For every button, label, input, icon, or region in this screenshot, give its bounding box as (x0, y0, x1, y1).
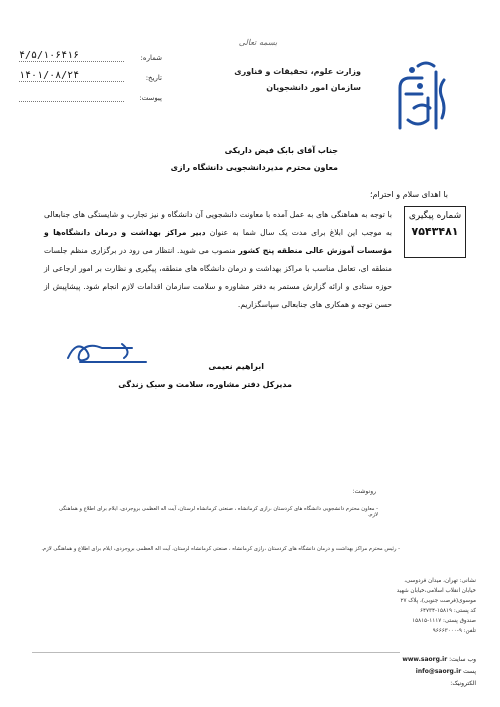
date-row (12, 62, 162, 82)
website-link[interactable]: www.saorg.ir (402, 656, 448, 663)
body-text-part2: منصوب می شوید. انتظار می رود در برگزاری منظم جلسات منطقه ای، تعامل مناسب با مراکز بهداشت و درمان دانشگاه های منطقه، پیگیری و نظارت بر امور ارجاعی از حوزه ستادی و ارائه گزارش مستمر به دفتر مشاوره و سلامت سازمان اقدامات لازم انجام شود. پیشاپیش از حسن توجه و همکاری های جنابعالی سپاسگزاریم. (44, 246, 392, 309)
address-line: صندوق پستی: ۱۱۱۷-۱۵۸۱۵ (412, 618, 476, 624)
organization-logo (392, 58, 450, 136)
footer-contact (396, 654, 476, 690)
attachment-value (19, 101, 124, 102)
email-row (396, 666, 476, 690)
cc-line-1: - معاون محترم دانشجویی دانشگاه های کردستان ،رازی کرمانشاه ، صنعتی کرمانشاه لرستان، آیت اله العظمی بروجردی، ایلام برای اطلاع و هماهنگی لازم. (58, 506, 378, 518)
website-row (396, 654, 476, 666)
email-label: پست الکترونیک: (450, 668, 476, 687)
signatory-name: ابراهیم نعیمی (208, 362, 264, 371)
address-line: موسوی(فرصت جنوبی)، پلاک ۲۷ (400, 598, 476, 604)
number-row (12, 42, 162, 62)
cc-title: رونوشت: (352, 488, 376, 495)
footer-address (396, 576, 476, 636)
address-line: تلفن: ۹-۹۶۶۶۳۰۰۰ (432, 628, 476, 634)
recipient-name: جناب آقای بابک فیض داریکی (224, 146, 338, 155)
letter-number: ۴/۵/۱۰۶۴۱۶ (19, 50, 124, 62)
address-line: کد پستی: ۱۵۸۱۹-۶۴۷۳۴ (419, 608, 476, 614)
website-label: وب سایت: (449, 656, 476, 663)
organization-name: سازمان امور دانشجویان (266, 83, 361, 92)
address-line: خیابان انقلاب اسلامی،خیابان شهید (396, 588, 476, 594)
greeting: با اهدای سلام و احترام؛ (370, 190, 448, 199)
letter-meta (12, 42, 162, 102)
address-line: نشانی: تهران، میدان فردوسی، (404, 578, 476, 584)
recipient-title: معاون محترم مدیردانشجویی دانشگاه رازی (170, 163, 338, 172)
date-label: تاریخ: (145, 74, 162, 82)
letter-date: ۱۴۰۱/۰۸/۲۴ (19, 70, 124, 82)
footer-divider (32, 652, 400, 653)
ministry-name: وزارت علوم، تحقیقات و فناوری (234, 67, 361, 76)
signatory-title: مدیرکل دفتر مشاوره، سلامت و سبک زندگی (118, 380, 292, 389)
letter-body (44, 206, 392, 314)
signature-scribble (62, 336, 162, 368)
number-label: شماره: (140, 54, 162, 62)
tracking-label: شماره پیگیری (408, 211, 462, 221)
attachment-label: پیوست: (139, 94, 162, 102)
body-bold-appointment: دبیر مراکز بهداشت و درمان دانشگاه‌ها و مؤسسات آموزش عالی منطقه پنج کشور (44, 228, 392, 255)
body-text-part1: با توجه به هماهنگی های به عمل آمده با معاونت دانشجویی آن دانشگاه و نیز تجارب و شایستگی های جنابعالی به موجب این ابلاغ برای مدت یک سال شما به عنوان (44, 210, 393, 237)
tracking-box (404, 206, 466, 258)
cc-line-2: - رئیس محترم مراکز بهداشت و درمان دانشگاه های کردستان ،رازی کرمانشاه ، صنعتی کرمانشاه لرستان، آیت اله العظمی بروجردی، ایلام برای اطلاع و هماهنگی لازم. (41, 546, 400, 552)
bismillah: بسمه تعالی (238, 38, 278, 47)
email-link[interactable]: info@saorg.ir (415, 668, 462, 675)
tracking-number: ۷۵۴۳۴۸۱ (411, 225, 459, 238)
attachment-row (12, 82, 162, 102)
ministry-header (186, 64, 361, 96)
